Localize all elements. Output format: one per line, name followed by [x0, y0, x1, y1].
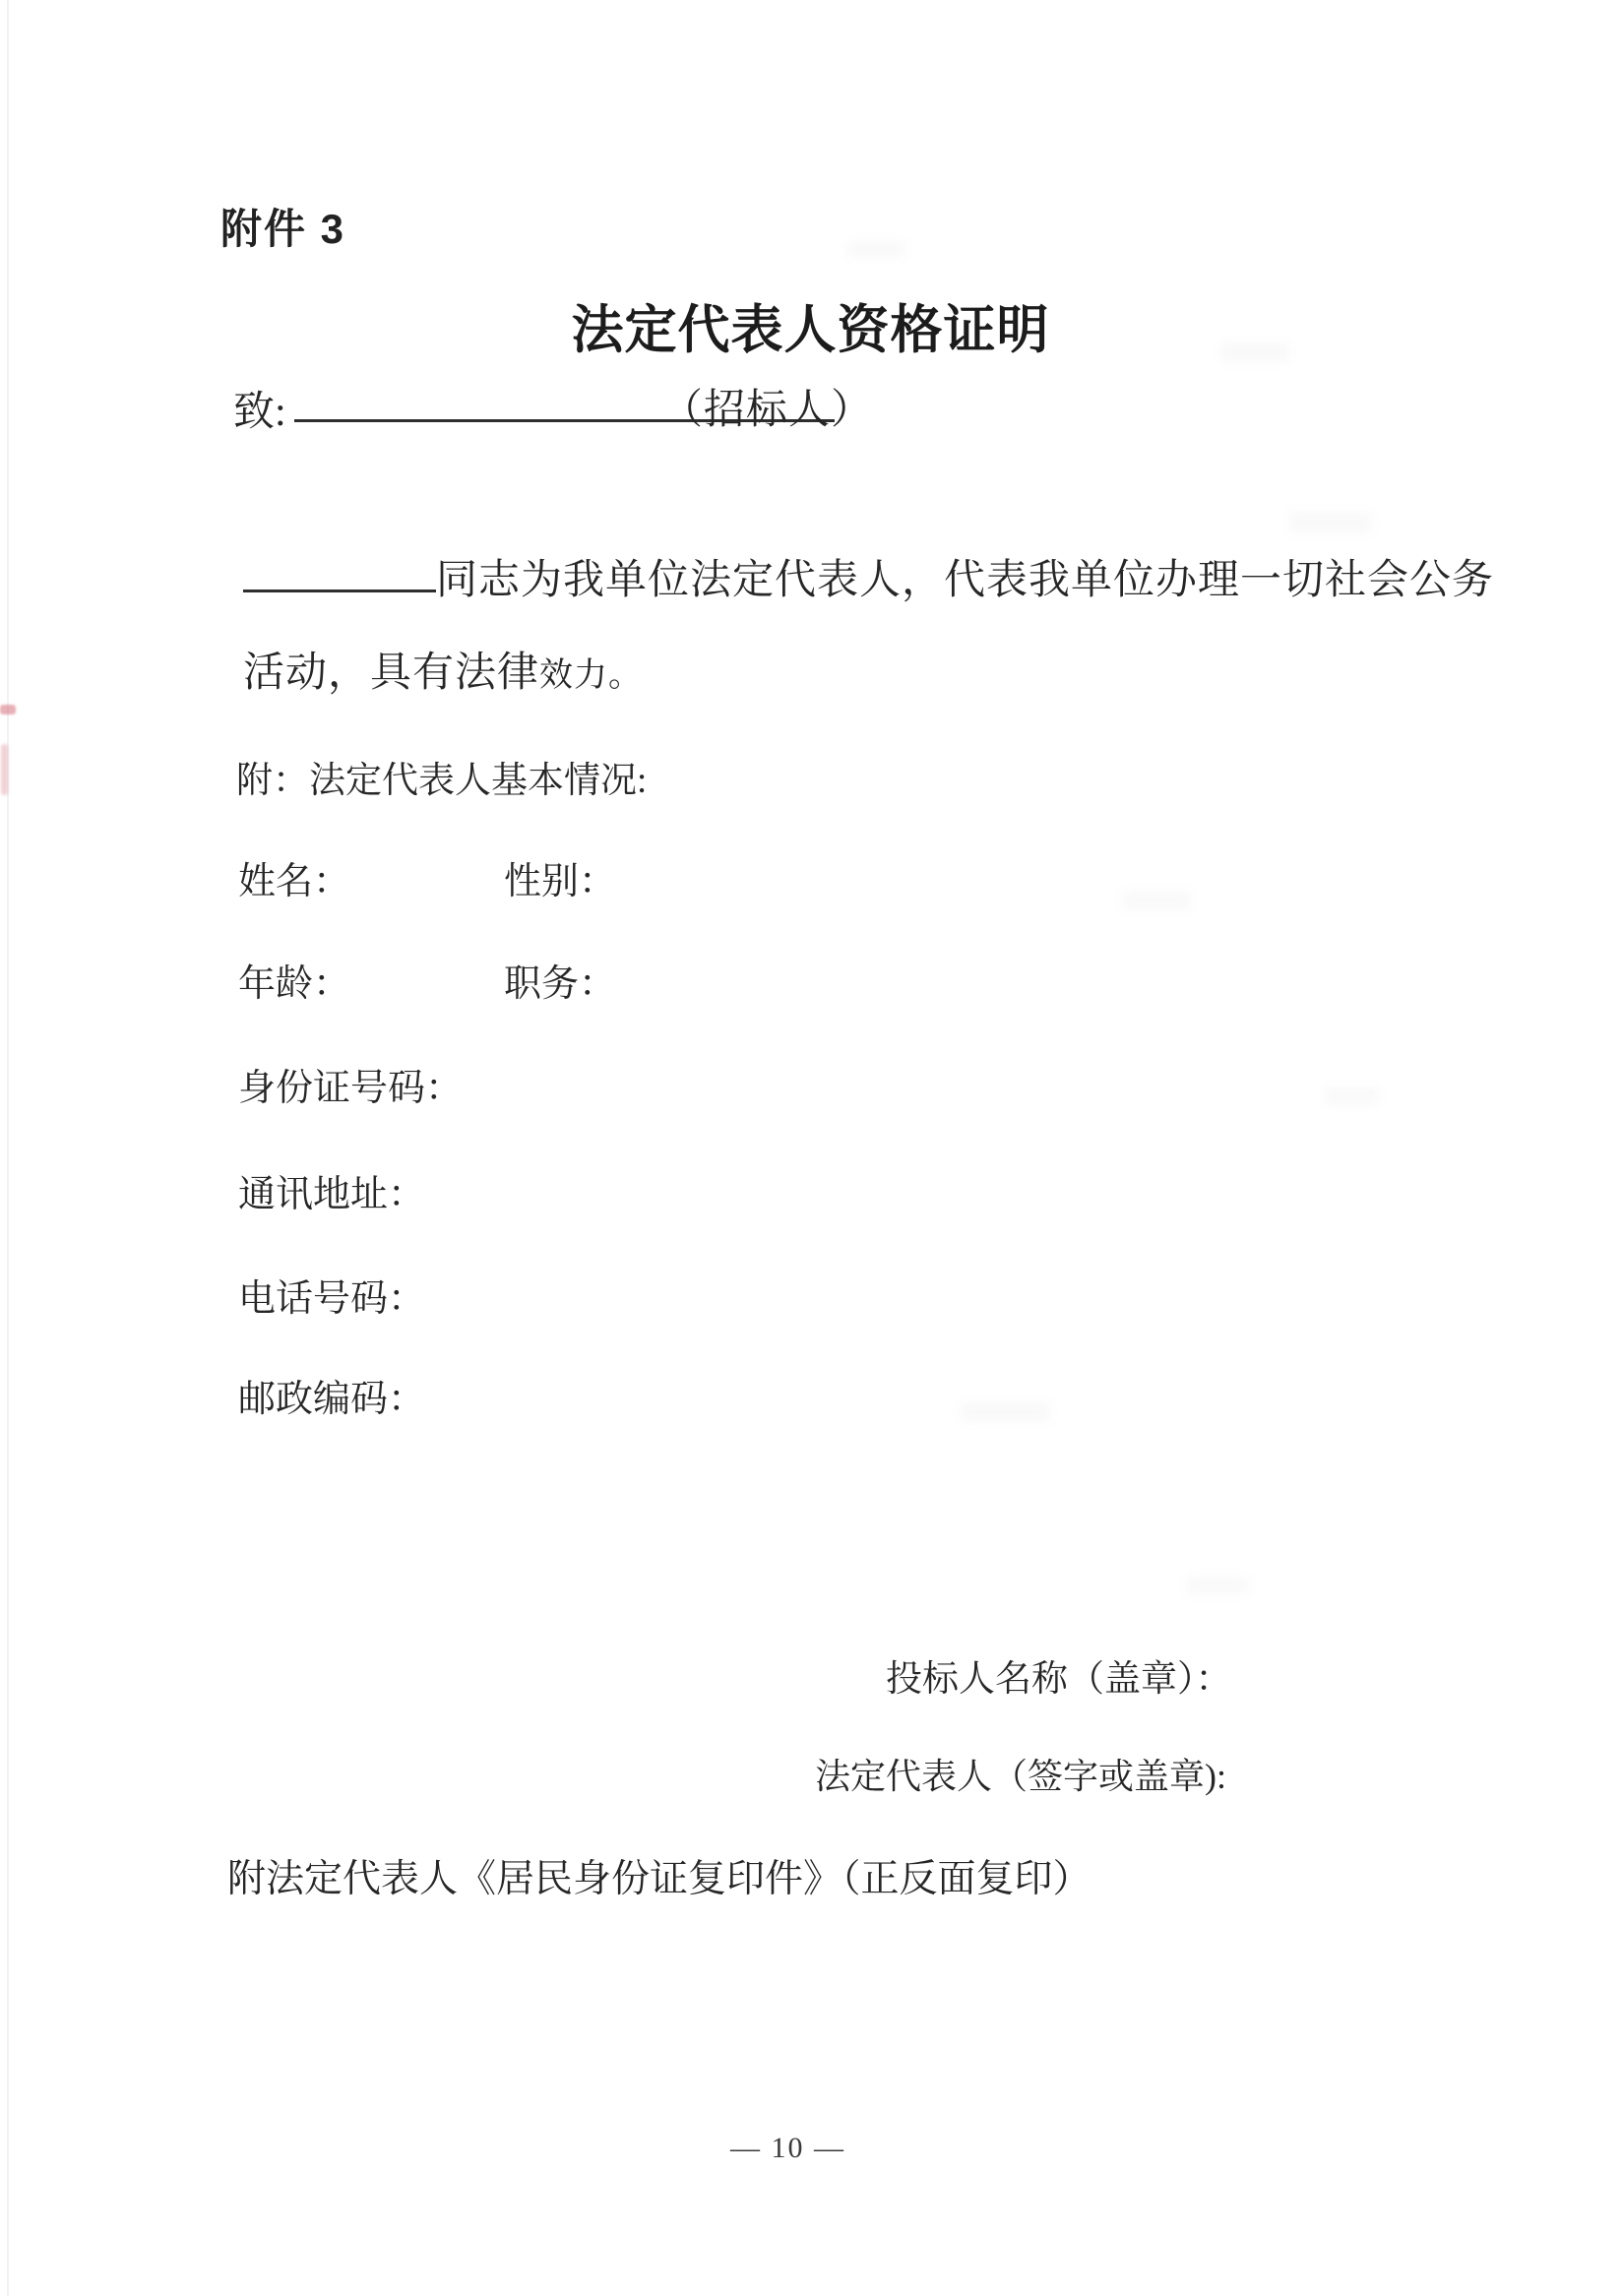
- attachment-label: 附件 3: [220, 206, 346, 252]
- body-paragraph-line1: 同志为我单位法定代表人，代表我单位办理一切社会公务: [436, 558, 1495, 603]
- scan-artifact-red-mark: [1, 744, 8, 795]
- field-label-id-number: 身份证号码：: [238, 1068, 464, 1109]
- field-label-postal-code: 邮政编码：: [238, 1379, 426, 1420]
- scan-smudge: [1186, 1577, 1249, 1594]
- document-title: 法定代表人资格证明: [571, 301, 1050, 359]
- bidder-name-seal-line: 投标人名称（盖章）：: [886, 1659, 1232, 1700]
- field-label-phone: 电话号码：: [238, 1278, 426, 1320]
- scan-smudge: [1289, 512, 1372, 533]
- field-label-address: 通讯地址：: [238, 1174, 426, 1215]
- body-paragraph-line2: [243, 640, 643, 699]
- scan-smudge: [1122, 891, 1191, 910]
- body-paragraph-line2-main: 活动，具有法律: [243, 651, 540, 696]
- scan-smudge: [846, 241, 905, 257]
- page-number: — 10 —: [730, 2132, 845, 2164]
- field-label-position: 职务：: [504, 963, 617, 1005]
- salutation-prefix: 致:: [233, 390, 286, 435]
- scan-smudge: [960, 1402, 1050, 1422]
- scan-artifact-red-mark: [0, 705, 16, 714]
- field-label-age: 年龄：: [238, 963, 351, 1005]
- field-label-name: 姓名：: [238, 861, 351, 902]
- field-label-gender: 性别：: [504, 861, 617, 902]
- legal-rep-name-blank-line: [243, 0, 436, 592]
- legal-rep-signature-line: 法定代表人（签字或盖章):: [815, 1757, 1226, 1796]
- basic-info-heading: 附：法定代表人基本情况:: [236, 761, 648, 801]
- body-paragraph-line2-tail: 效力。: [539, 657, 644, 694]
- scan-smudge: [1324, 1087, 1379, 1105]
- salutation-recipient-hint: （招标人）: [661, 388, 874, 433]
- id-copy-attachment-note: 附法定代表人《居民身份证复印件》（正反面复印）: [227, 1858, 1091, 1900]
